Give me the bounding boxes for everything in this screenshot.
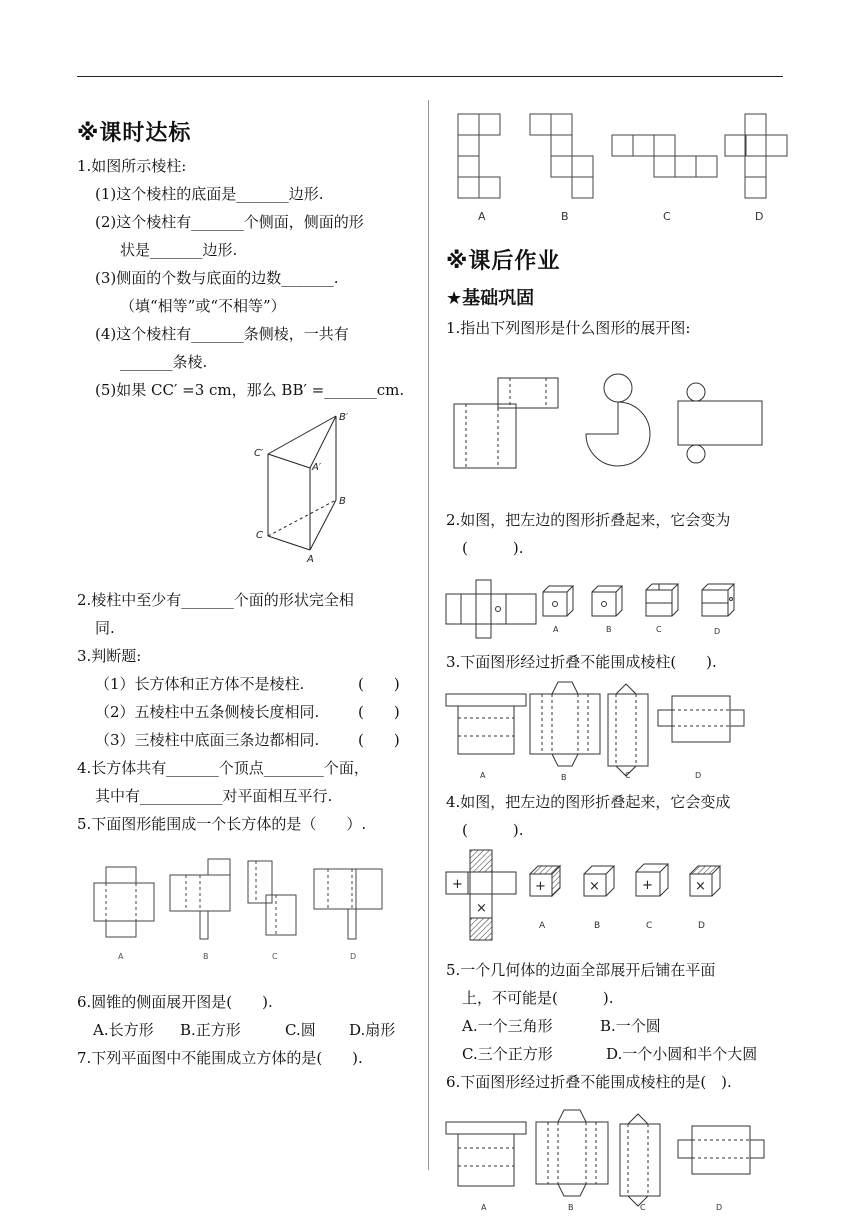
r-q2-line1: 2.如图，把左边的图形折叠起来，它会变为 <box>446 511 731 529</box>
r-q5-line2: 上，不可能是( ). <box>462 989 614 1007</box>
r-q5-line1: 5.一个几何体的边面全部展开后铺在平面 <box>446 961 716 979</box>
r-q3-stem: 3.下面图形经过折叠不能围成棱柱( ). <box>446 653 717 671</box>
q2-line1: 2.棱柱中至少有_______个面的形状完全相 <box>77 591 354 609</box>
svg-text:+: + <box>535 879 546 894</box>
q6-option-a: A.长方形 <box>93 1021 154 1039</box>
r-q4-label-b: B <box>594 921 601 931</box>
r-q2-label-c: C <box>656 625 662 634</box>
r-q4-cube-figure <box>446 848 756 944</box>
r-q5-option-a: A.一个三角形 <box>462 1017 553 1035</box>
r-q6-label-b: B <box>568 1203 574 1212</box>
label-a: A <box>307 554 314 565</box>
q6-option-d: D.扇形 <box>349 1021 396 1039</box>
svg-text:×: × <box>476 901 487 916</box>
q5-label-b: B <box>203 952 209 961</box>
r-q1-nets-figure <box>450 368 770 473</box>
q3-s3-paren: ( ) <box>358 731 400 749</box>
section-title-lesson: ※课时达标 <box>77 121 192 146</box>
q1-part3a: (3)侧面的个数与底面的边数_______. <box>95 269 339 287</box>
q7-label-a: A <box>478 210 486 223</box>
label-a-prime: A′ <box>312 462 322 473</box>
q3-stem: 3.判断题: <box>77 647 142 665</box>
r-q6-label-c: C <box>640 1203 646 1212</box>
q7-stem: 7.下列平面图中不能围成立方体的是( ). <box>77 1049 363 1067</box>
q2-line2: 同. <box>95 619 115 637</box>
q5-label-c: C <box>272 952 278 961</box>
q5-stem: 5.下面图形能围成一个长方体的是（ ）. <box>77 815 367 833</box>
q5-label-a: A <box>118 952 124 961</box>
label-b: B <box>339 496 346 507</box>
r-q2-line2: ( ). <box>462 539 524 557</box>
section-title-homework: ※课后作业 <box>446 249 561 274</box>
r-q4-label-c: C <box>646 921 653 931</box>
r-q6-label-a: A <box>481 1203 487 1212</box>
q7-label-c: C <box>663 210 671 223</box>
r-q1-stem: 1.指出下列图形是什么图形的展开图: <box>446 319 691 337</box>
r-q2-label-a: A <box>553 625 559 634</box>
label-c-prime: C′ <box>254 448 264 459</box>
q1-part5: (5)如果 CC′ =3 cm，那么 BB′ =_______cm. <box>95 381 405 399</box>
subsection-title-basics: ★基础巩固 <box>446 288 535 309</box>
r-q3-label-b: B <box>561 773 567 782</box>
q6-stem: 6.圆锥的侧面展开图是( ). <box>77 993 273 1011</box>
label-b-prime: B′ <box>339 412 349 423</box>
q4-line1: 4.长方体共有_______个顶点________个面， <box>77 759 369 777</box>
r-q5-option-d: D.一个小圆和半个大圆 <box>606 1045 758 1063</box>
header-rule <box>77 76 783 77</box>
r-q6-prism-nets-figure <box>446 1108 776 1212</box>
q1-part2a: (2)这个棱柱有_______个侧面，侧面的形 <box>95 213 364 231</box>
label-c: C <box>256 530 263 541</box>
q3-s1: （1）长方体和正方体不是棱柱. <box>95 675 305 693</box>
r-q4-line2: ( ). <box>462 821 524 839</box>
q1-part4b: _______条棱. <box>120 353 208 371</box>
q1-part2b: 状是_______边形. <box>120 241 238 259</box>
svg-text:+: + <box>642 878 653 893</box>
r-q2-label-b: B <box>606 625 612 634</box>
r-q3-label-c: C <box>625 771 631 780</box>
svg-text:×: × <box>589 879 600 894</box>
r-q3-prism-nets-figure <box>446 680 756 782</box>
q3-s3: （3）三棱柱中底面三条边都相同. <box>95 731 320 749</box>
r-q4-line1: 4.如图，把左边的图形折叠起来，它会变成 <box>446 793 731 811</box>
r-q5-option-b: B.一个圆 <box>600 1017 661 1035</box>
q7-label-d: D <box>755 210 764 223</box>
q1-stem: 1.如图所示棱柱: <box>77 157 187 175</box>
column-divider <box>428 100 429 1170</box>
q1-part3b: （填“相等”或“不相等”） <box>120 297 286 315</box>
q6-option-c: C.圆 <box>285 1021 316 1039</box>
r-q6-label-d: D <box>716 1203 723 1212</box>
q3-s2: （2）五棱柱中五条侧棱长度相同. <box>95 703 320 721</box>
r-q2-label-d: D <box>714 627 721 636</box>
q3-s2-paren: ( ) <box>358 703 400 721</box>
svg-text:+: + <box>452 877 463 892</box>
r-q3-label-d: D <box>695 771 702 780</box>
r-q5-option-c: C.三个正方形 <box>462 1045 553 1063</box>
r-q3-label-a: A <box>480 771 486 780</box>
q1-part1: (1)这个棱柱的底面是_______边形. <box>95 185 324 203</box>
r-q4-label-a: A <box>539 921 546 931</box>
triangular-prism-figure <box>250 408 360 568</box>
r-q6-stem: 6.下面图形经过折叠不能围成棱柱的是( ). <box>446 1073 732 1091</box>
q5-nets-figure <box>90 855 390 965</box>
svg-text:×: × <box>695 879 706 894</box>
q3-s1-paren: ( ) <box>358 675 400 693</box>
r-q2-cube-figure <box>446 578 756 640</box>
q1-part4a: (4)这个棱柱有_______条侧棱，一共有 <box>95 325 349 343</box>
q7-cube-nets-figure <box>450 110 790 225</box>
q6-option-b: B.正方形 <box>180 1021 241 1039</box>
r-q4-label-d: D <box>698 921 705 931</box>
q5-label-d: D <box>350 952 357 961</box>
q7-label-b: B <box>561 210 569 223</box>
q4-line2: 其中有___________对平面相互平行. <box>95 787 333 805</box>
